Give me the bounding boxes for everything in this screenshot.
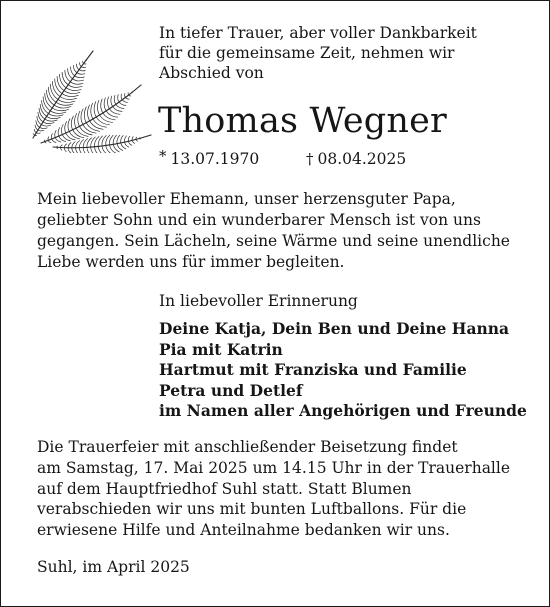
birth-symbol: * [159, 147, 167, 165]
intro-line: In tiefer Trauer, aber voller Dankbarkeit [159, 24, 477, 42]
mourner-line: Petra und Detlef [159, 380, 303, 400]
mourners-list [159, 319, 527, 422]
death-date: 08.04.2025 [317, 150, 407, 168]
memory-label: In liebevoller Erinnerung [159, 292, 358, 310]
funeral-line: auf dem Hauptfriedhof Suhl statt. Statt Blumen [37, 479, 412, 498]
tribute-line: gegangen. Sein Lächeln, seine Wärme und seine unendliche [37, 232, 510, 250]
tribute-line: geliebter Sohn und ein wunderbarer Mensch ist von uns [37, 211, 481, 229]
funeral-line: Die Trauerfeier mit anschließender Beisetzung findet [37, 438, 458, 456]
funeral-text [37, 437, 537, 541]
mourner-line: im Namen aller Angehörigen und Freunde [159, 401, 527, 421]
feathers-icon [23, 43, 158, 153]
mourner-line: Pia mit Katrin [159, 339, 283, 359]
mourner-line: Deine Katja, Dein Ben und Deine Hanna [159, 319, 510, 338]
deceased-name: Thomas Wegner [158, 101, 447, 141]
tribute-line: Mein liebevoller Ehemann, unser herzensguter Papa, [37, 190, 456, 208]
intro-line: für die gemeinsame Zeit, nehmen wir [159, 44, 455, 62]
death-symbol: † [306, 150, 314, 168]
intro-line: Abschied von [159, 64, 264, 82]
death-date-line [306, 149, 406, 169]
intro-text [159, 23, 539, 83]
birth-date-line [159, 149, 259, 169]
funeral-line: verabschieden wir uns mit bunten Luftballons. Für die [37, 500, 467, 519]
tribute-line: Liebe werden uns für immer begleiten. [37, 253, 345, 271]
funeral-line: erwiesene Hilfe und Anteilnahme bedanken wir uns. [37, 521, 450, 540]
birth-date: 13.07.1970 [170, 150, 260, 168]
funeral-line: am Samstag, 17. Mai 2025 um 14.15 Uhr in der Trauerhalle [37, 458, 511, 477]
tribute-text [37, 189, 537, 273]
closing-place-date: Suhl, im April 2025 [37, 558, 190, 576]
mourner-line: Hartmut mit Franziska und Familie [159, 360, 467, 380]
